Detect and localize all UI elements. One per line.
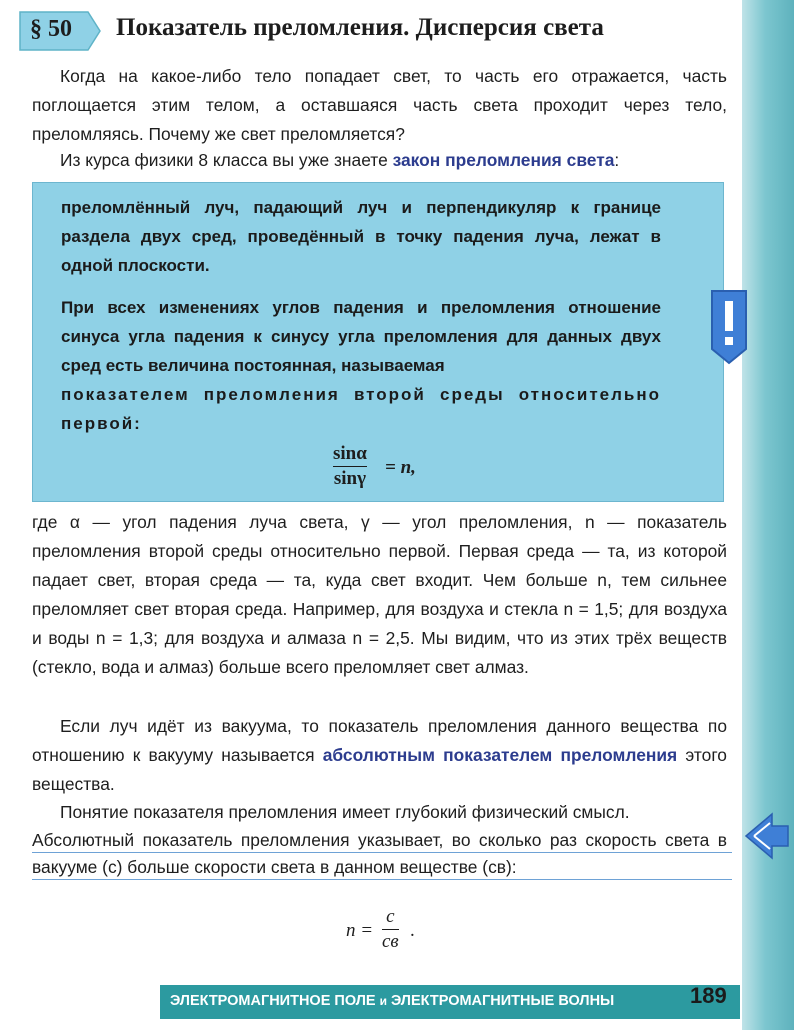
law-statement-2: При всех изменениях углов падения и преломления отношение синуса угла падения к синусу угла преломления для данных двух сред есть величина постоянная, называемая xyxy=(61,298,661,375)
formula2-numerator: c xyxy=(386,906,395,927)
paragraph-definition: Абсолютный показатель преломления указывает, во сколько раз скорость света в вакууме (c) больше скорости света в данном веществе (cв): xyxy=(32,830,727,877)
snell-formula xyxy=(333,443,367,490)
chapter-title-part2: ЭЛЕКТРОМАГНИТНЫЕ ВОЛНЫ xyxy=(387,993,615,1009)
paragraph-absolute xyxy=(32,712,727,799)
absolute-text: Если луч идёт из вакуума, то показатель преломления данного вещества по отношению к вакууму называется xyxy=(32,716,727,765)
law-ref-text: Из курса физики 8 класса вы уже знаете xyxy=(60,150,393,170)
chapter-title xyxy=(170,993,614,1009)
formula2-lhs: n = xyxy=(346,920,374,941)
formula2-tail: . xyxy=(410,920,415,941)
law-term-link: закон преломления света xyxy=(392,150,615,170)
absolute-term: абсолютным показателем преломления xyxy=(322,745,678,765)
formula2-denominator: cв xyxy=(382,931,399,952)
important-exclamation-icon xyxy=(708,287,750,367)
absolute-tail: этого вещества. xyxy=(32,745,727,794)
page-title: Показатель преломления. Дисперсия света xyxy=(116,14,604,41)
paragraph-law-ref xyxy=(32,146,727,175)
paragraph-explanation: где α — угол падения луча света, γ — угол преломления, n — показатель преломления второй среды относительно первой. Первая среда — та, из которой падает свет, вторая среда — та, куда свет входит. Чем больше n, тем сильнее преломляет свет вторая среда. Например, для воздуха и стекла n = 1,5; для воздуха и воды n = 1,3; для воздуха и алмаза n = 2,5. Мы видим, что из этих трёх веществ (стекло, вода и алмаз) больше всего преломляет свет алмаз. xyxy=(32,512,727,677)
paragraph-meaning: Понятие показателя преломления имеет глубокий физический смысл. xyxy=(60,802,630,822)
paragraph-intro: Когда на какое-либо тело попадает свет, то часть его отражается, часть поглощается этим телом, а оставшаяся часть света проходит через тело, преломляясь. Почему же свет преломляется? xyxy=(32,66,727,144)
page-number: 189 xyxy=(690,983,727,1008)
chapter-footer xyxy=(160,985,740,1019)
formula-numerator: sinα xyxy=(333,443,367,464)
chapter-title-and: и xyxy=(379,994,388,1008)
law-statement-2-term: показателем преломления второй среды относительно первой: xyxy=(61,385,661,433)
fraction-bar xyxy=(333,466,367,467)
chapter-title-part1: ЭЛЕКТРОМАГНИТНОЕ ПОЛЕ xyxy=(170,993,380,1009)
key-point-arrow-icon xyxy=(742,808,792,864)
fraction-bar-2 xyxy=(382,929,399,930)
underline-2 xyxy=(32,879,732,880)
formula-rhs: = n, xyxy=(385,457,416,478)
page-edge-stripe xyxy=(742,0,794,1030)
formula-denominator: sinγ xyxy=(333,468,366,489)
speed-formula xyxy=(382,906,399,953)
underline-1 xyxy=(32,852,732,853)
law-box xyxy=(32,182,724,502)
section-number: § 50 xyxy=(30,16,72,42)
law-statement-1: преломлённый луч, падающий луч и перпендикуляр к границе раздела двух сред, проведённый в точку падения луча, лежат в одной плоскости. xyxy=(61,198,661,275)
law-ref-tail: : xyxy=(614,150,620,170)
